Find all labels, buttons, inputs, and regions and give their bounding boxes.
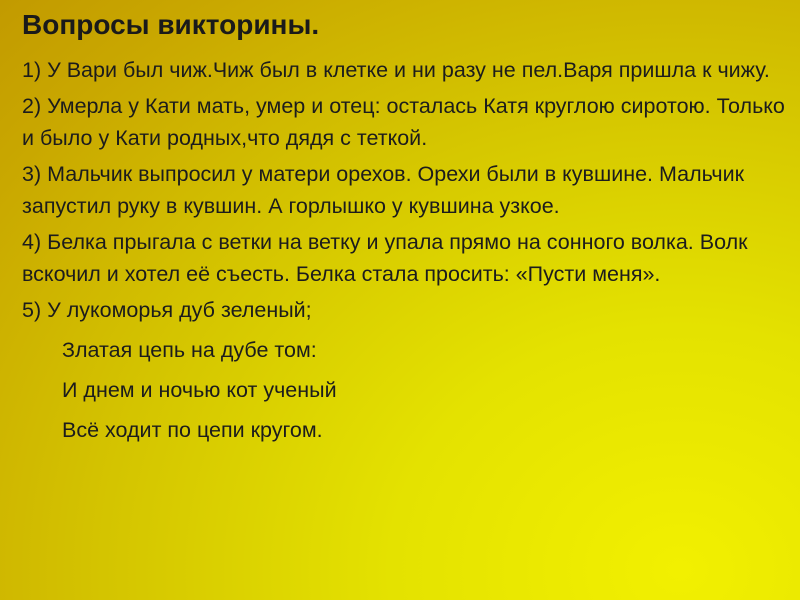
poem-line-3: Всё ходит по цепи кругом. xyxy=(62,418,323,442)
poem-line-2: И днем и ночью кот ученый xyxy=(62,378,337,402)
question-1: 1) У Вари был чиж.Чиж был в клетке и ни разу не пел.Варя пришла к чижу. xyxy=(22,58,770,82)
question-3: 3) Мальчик выпросил у матери орехов. Орехи были в кувшине. Мальчик запустил руку в кувшин. А горлышко у кувшина узкое. xyxy=(22,162,745,218)
poem-line-1: Златая цепь на дубе том: xyxy=(62,338,317,362)
question-5: 5) У лукоморья дуб зеленый; xyxy=(22,298,312,322)
slide-title: Вопросы викторины. xyxy=(22,9,320,40)
question-4: 4) Белка прыгала с ветки на ветку и упала прямо на сонного волка. Волк вскочил и хотел её съесть. Белка стала просить: «Пусти меня». xyxy=(22,230,748,286)
question-2: 2) Умерла у Кати мать, умер и отец: осталась Катя круглою сиротою. Только и было у Кати родных,что дядя с теткой. xyxy=(22,94,785,150)
slide-content xyxy=(22,8,787,446)
